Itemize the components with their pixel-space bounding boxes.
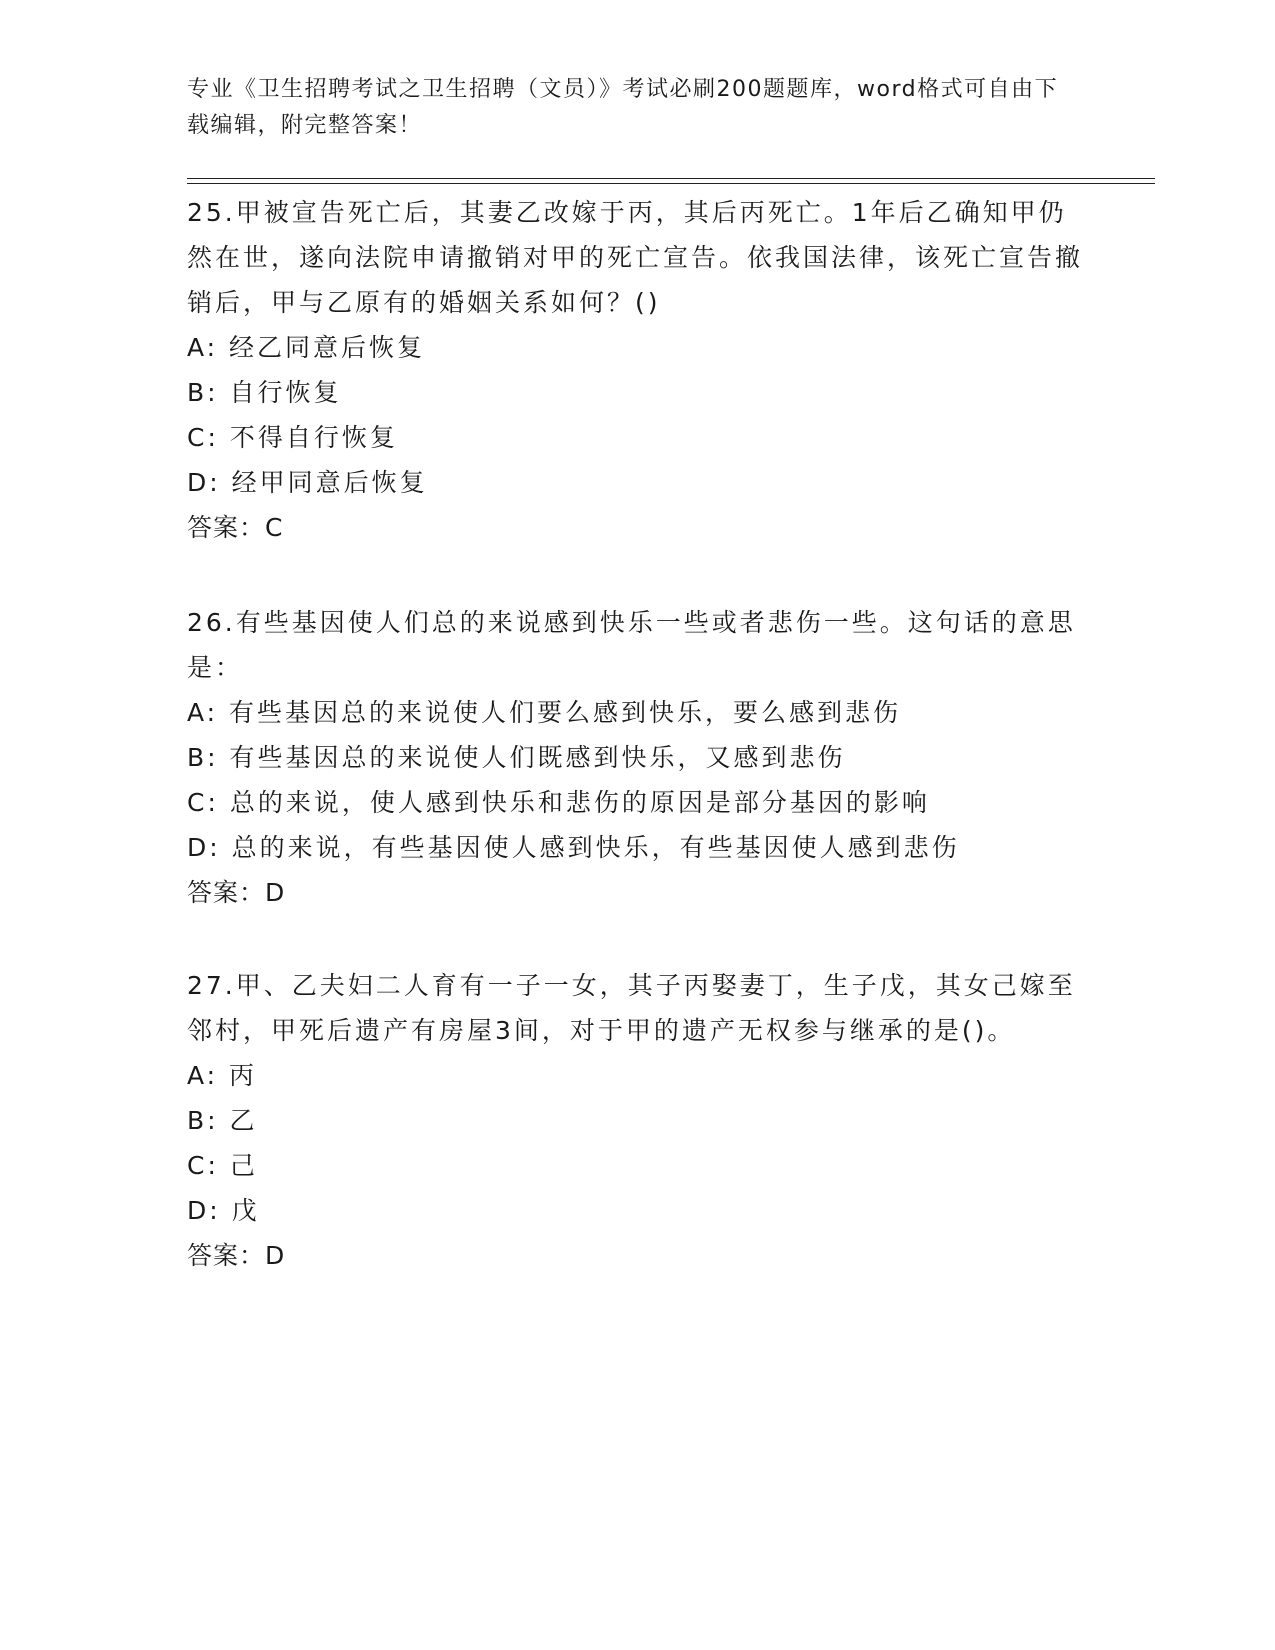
- option-d: D: 总的来说，有些基因使人感到快乐，有些基因使人感到悲伤: [187, 833, 960, 862]
- option-list: [187, 1053, 1087, 1233]
- document-intro: 专业《卫生招聘考试之卫生招聘（文员）》考试必刷200题题库，word格式可自由下载编辑，附完整答案！: [187, 77, 1059, 138]
- option-b: B: 有些基因总的来说使人们既感到快乐，又感到悲伤: [187, 743, 846, 772]
- option-a: A: 丙: [187, 1061, 258, 1090]
- question-27: [187, 963, 1087, 1279]
- option-b: B: 乙: [187, 1106, 258, 1135]
- question-stem: 25.甲被宣告死亡后，其妻乙改嫁于丙，其后丙死亡。1年后乙确知甲仍然在世，遂向法院申请撤销对甲的死亡宣告。依我国法律，该死亡宣告撤销后，甲与乙原有的婚姻关系如何？(): [187, 198, 1084, 317]
- answer-label: 答案：D: [187, 878, 286, 907]
- option-list: [187, 325, 1087, 505]
- answer-label: 答案：C: [187, 513, 284, 542]
- header-divider-top: [187, 178, 1155, 179]
- question-25: [187, 190, 1087, 551]
- option-c: C: 己: [187, 1151, 258, 1180]
- question-26: [187, 600, 1087, 916]
- header-divider-bottom: [187, 183, 1155, 184]
- answer-label: 答案：D: [187, 1241, 286, 1270]
- option-b: B: 自行恢复: [187, 378, 342, 407]
- option-d: D: 经甲同意后恢复: [187, 468, 428, 497]
- option-c: C: 总的来说，使人感到快乐和悲伤的原因是部分基因的影响: [187, 788, 930, 817]
- option-c: C: 不得自行恢复: [187, 423, 398, 452]
- option-a: A: 有些基因总的来说使人们要么感到快乐，要么感到悲伤: [187, 698, 902, 727]
- question-stem: 26.有些基因使人们总的来说感到快乐一些或者悲伤一些。这句话的意思是：: [187, 608, 1076, 682]
- option-list: [187, 690, 1087, 870]
- option-a: A: 经乙同意后恢复: [187, 333, 426, 362]
- option-d: D: 戊: [187, 1196, 260, 1225]
- question-stem: 27.甲、乙夫妇二人育有一子一女，其子丙娶妻丁，生子戊，其女己嫁至邻村，甲死后遗产有房屋3间，对于甲的遗产无权参与继承的是()。: [187, 971, 1076, 1045]
